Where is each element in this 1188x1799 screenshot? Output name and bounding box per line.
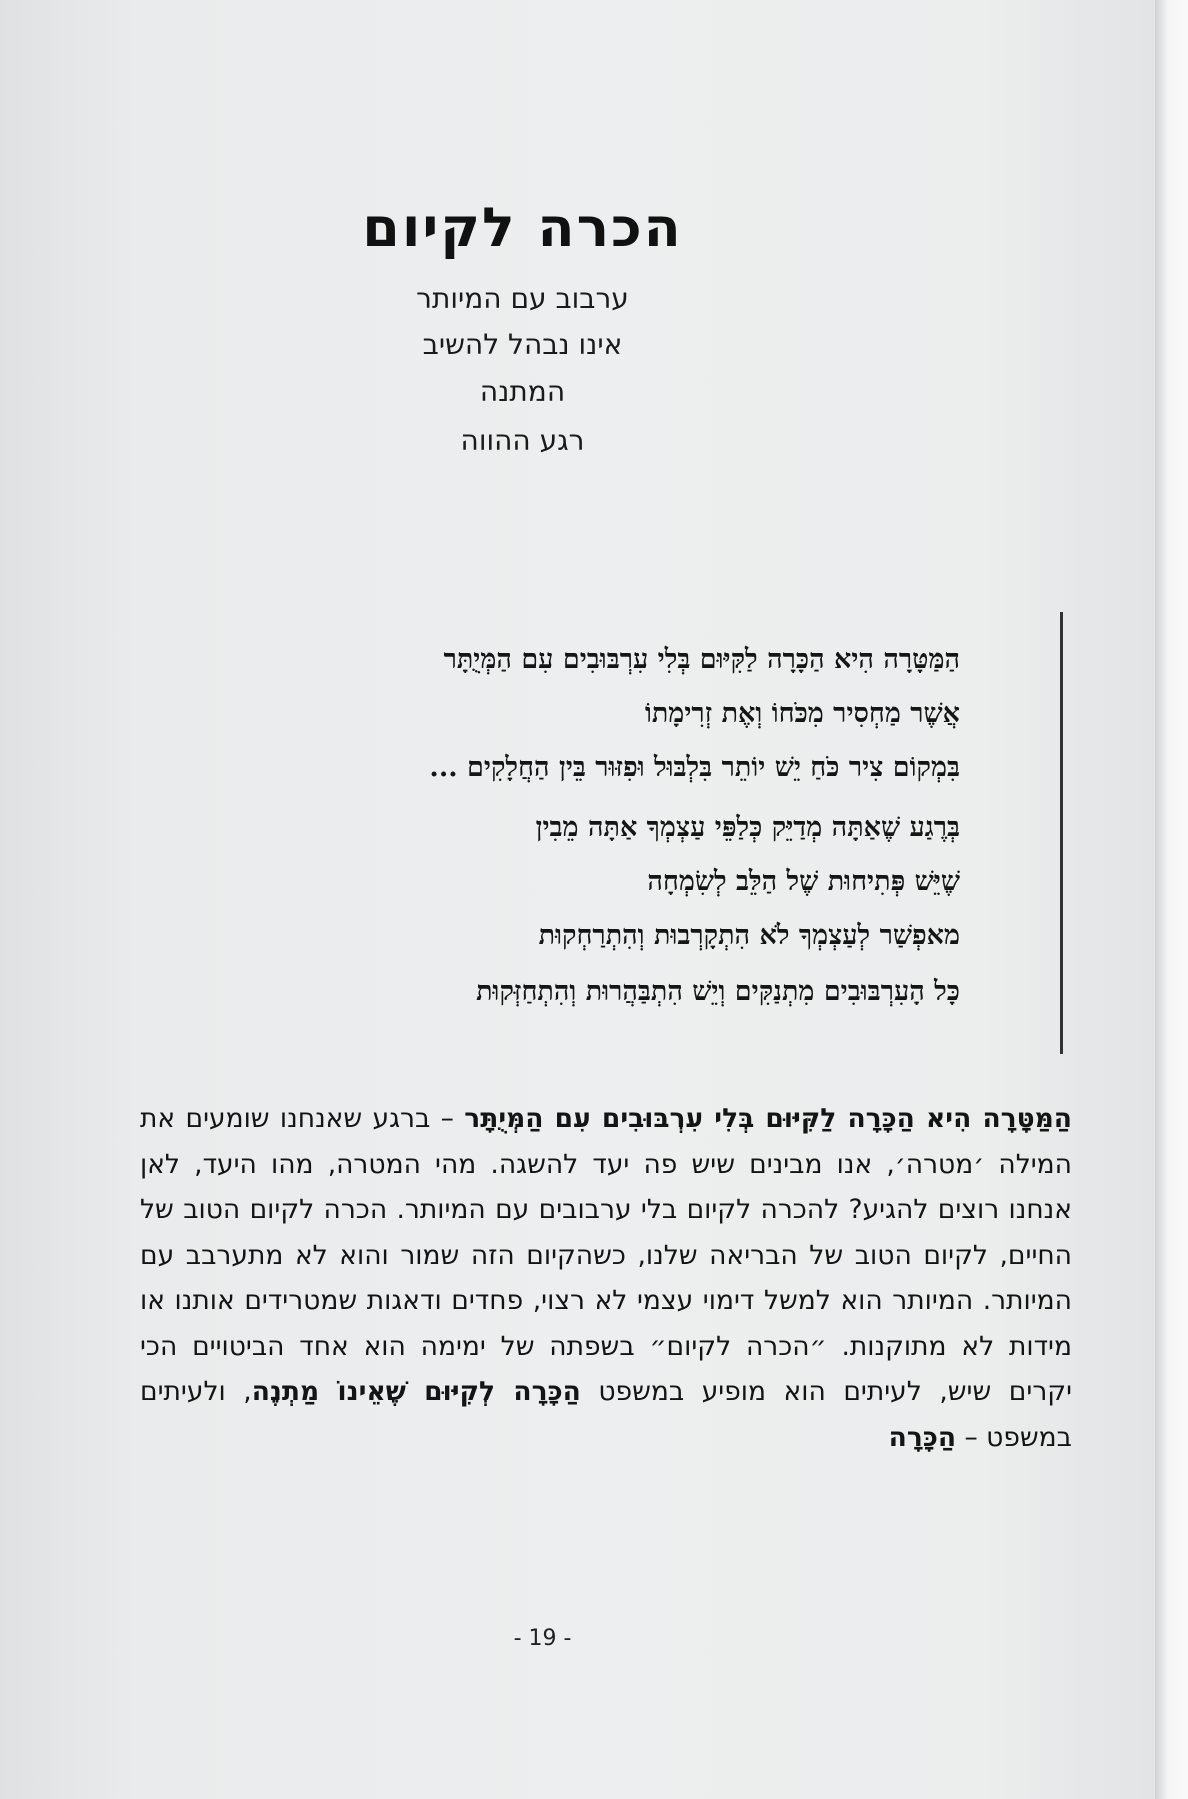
- quote-line: בְּרֶגַע שֶׁאַתָּה מְדַיֵּק כְּלַפֵּי עַצְמְךָ אַתָּה מֵבִין: [535, 812, 960, 843]
- page-number: - 19 -: [513, 1626, 572, 1651]
- quote-line: הַמַּטָּרָה הִיא הַכָּרָה לַקִּיּוּם בְּלִי עִרְבּוּבִים עִם הַמְּיֻתָּר: [443, 644, 960, 675]
- quote-line: בִּמְקוֹם צִיר כֹּחַ יֵשׁ יוֹתֵר בִּלְבּוּל וּפִזּוּר בֵּין הַחֲלָקִים ...: [429, 752, 960, 783]
- body-text: – ברגע שאנחנו שומעים את המילה ׳מטרה׳, אנו מבינים שיש פה יעד להשגה. מהי המטרה, מהו היעד, לאן אנחנו רוצים להגיע? להכרה לקיום בלי ערבובים עם המיותר. הכרה לקיום הטוב של החיים, לקיום הטוב של הבריאה שלנו, כשהקיום הזה שמור והוא לא מתערבב עם המיותר. המיותר הוא למשל דימוי עצמי לא רצוי, פחדים ודאגות שמטרידים אותנו או מידות לא מתוקנות. ״הכרה לקיום״ בשפתה של ימימה הוא אחד הביטויים הכי יקרים שיש, לעיתים הוא מופיע במשפט: [140, 1103, 1072, 1407]
- inline-phrase: הַכָּרָה: [888, 1421, 957, 1453]
- quote-line: מאפְשַׁר לְעַצְמְךָ לֹא הִתְקָרְבוּת וְהִתְרַחְקוּת: [538, 920, 960, 951]
- subtitle-line: המתנה: [479, 375, 566, 408]
- chapter-title: הכרה לקיום: [362, 196, 683, 259]
- subtitle-line: רגע ההווה: [460, 424, 585, 457]
- quote-line: אֲשֶׁר מַחְסִיר מִכֹּחוֹ וְאֶת זְרִימָתוֹ: [644, 698, 960, 729]
- page-edge: [1155, 0, 1188, 1799]
- inline-phrase: הַכָּרָה לְקִיּוּם שֶׁאֵינוֹ מַתְנֶה: [251, 1376, 581, 1407]
- quote-line: שֶׁיֵּשׁ פְּתִיחוּת שֶׁל הַלֵּב לְשִׂמְחָה: [647, 866, 960, 897]
- body-paragraph: [140, 1096, 1072, 1460]
- quote-block: [380, 612, 1063, 1054]
- subtitle-line: אינו נבהל להשיב: [422, 328, 623, 361]
- lead-phrase: הַמַּטָּרָה הִיא הַכָּרָה לַקִּיּוּם בְּלִי עִרְבּוּבִים עִם הַמְּיֻתָּר: [464, 1103, 1072, 1134]
- quote-line: כָּל הָעִרְבּוּבִים מִתְנַקִּים וְיֵשׁ הִתְבַּהֲרוּת וְהִתְחַזְּקוּת: [476, 976, 960, 1007]
- body-text: , ולעיתים במשפט –: [140, 1376, 1072, 1453]
- subtitle-line: ערבוב עם המיותר: [416, 282, 629, 315]
